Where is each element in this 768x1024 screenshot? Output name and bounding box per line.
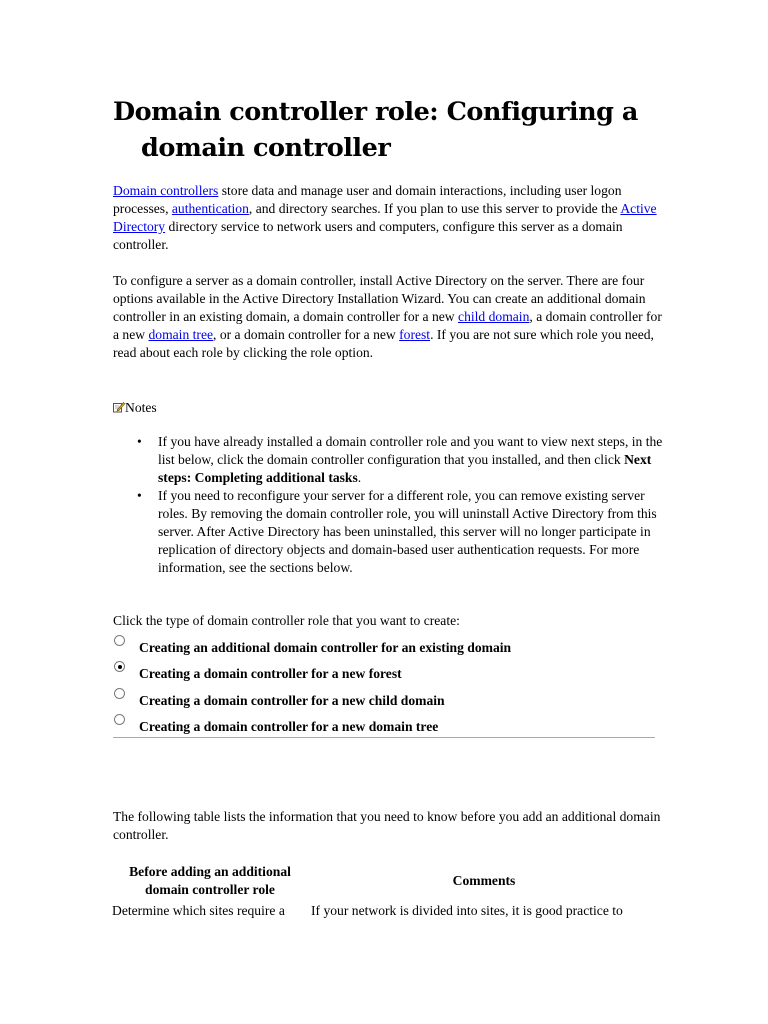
- intro-text-2: , and directory searches. If you plan to use this server to provide the: [248, 201, 621, 216]
- table-header-comments: Comments: [452, 873, 516, 888]
- notes-label: Notes: [125, 400, 157, 415]
- options-text-1: To configure a server as a domain controller, install Active Directory on the server. There are four options available in the Active Directory Installation Wizard. You can create an additional domain controller in an existing domain, a domain controller for a new: [113, 273, 646, 324]
- note-2-text: If you need to reconfigure your server for a different role, you can remove existing server roles. By removing the domain controller role, you will uninstall Active Directory from this server. After Active Directory has been uninstalled, this server will no longer participate in replication of directory objects and domain-based user authentication requests. For more information, see the sections below.: [158, 488, 657, 575]
- page-title: [113, 94, 657, 166]
- radio-label[interactable]: Creating a domain controller for a new child domain: [139, 692, 445, 708]
- intro-text-3: directory service to network users and computers, configure this server as a domain controller.: [113, 219, 623, 252]
- table-header-before: Before adding an additional domain controller role: [129, 864, 291, 897]
- link-authentication[interactable]: authentication: [171, 201, 249, 216]
- radio-prompt: Click the type of domain controller role that you want to create:: [113, 613, 460, 628]
- notes-heading: [113, 399, 157, 417]
- note-1-end: .: [357, 470, 362, 485]
- note-pencil-icon: [113, 401, 125, 413]
- radio-button[interactable]: [114, 635, 125, 646]
- table-intro: The following table lists the information that you need to know before you add an additional domain controller.: [113, 809, 661, 842]
- section-divider: [113, 737, 655, 738]
- link-forest[interactable]: forest: [399, 327, 431, 342]
- radio-option-new-forest[interactable]: [113, 659, 655, 685]
- title-line-2: domain controller: [141, 133, 391, 163]
- radio-label[interactable]: Creating a domain controller for a new forest: [139, 666, 402, 682]
- intro-text-1: store data and manage user and domain interactions, including user logon processes,: [113, 183, 622, 216]
- table-cell-comments: If your network is divided into sites, it is good practice to: [311, 903, 623, 918]
- intro-paragraph: [113, 182, 663, 254]
- radio-label[interactable]: Creating an additional domain controller for an existing domain: [139, 640, 512, 655]
- link-active-directory[interactable]: Active Directory: [113, 201, 657, 234]
- bullet-icon: •: [137, 488, 142, 503]
- link-child-domain[interactable]: child domain: [458, 309, 530, 324]
- radio-option-additional-dc[interactable]: [113, 633, 655, 659]
- options-paragraph: [113, 272, 663, 362]
- options-text-3: , or a domain controller for a new: [213, 327, 400, 342]
- radio-button[interactable]: [114, 714, 125, 725]
- link-domain-tree[interactable]: domain tree: [148, 327, 214, 342]
- title-line-1: Domain controller role: Configuring a: [113, 97, 638, 127]
- list-item: [137, 487, 663, 577]
- role-radio-group: [113, 633, 655, 738]
- note-1-bold: Next steps: Completing additional tasks: [158, 452, 652, 485]
- radio-label[interactable]: Creating a domain controller for a new domain tree: [139, 718, 439, 734]
- link-domain-controllers[interactable]: Domain controllers: [113, 183, 219, 198]
- radio-button-selected[interactable]: [114, 661, 125, 672]
- radio-button[interactable]: [114, 688, 125, 699]
- note-1-text: If you have already installed a domain controller role and you want to view next steps, in the list below, click the domain controller configuration that you installed, and then click: [158, 434, 663, 467]
- radio-option-domain-tree[interactable]: [113, 712, 655, 738]
- options-text-2: , a domain controller for a new: [113, 309, 662, 342]
- bullet-icon: •: [137, 434, 142, 449]
- options-text-4: . If you are not sure which role you need, read about each role by clicking the role option.: [113, 327, 654, 360]
- notes-list: [137, 433, 663, 577]
- list-item: [137, 433, 663, 487]
- radio-option-child-domain[interactable]: [113, 686, 655, 712]
- table-cell-before: Determine which sites require a: [112, 903, 285, 918]
